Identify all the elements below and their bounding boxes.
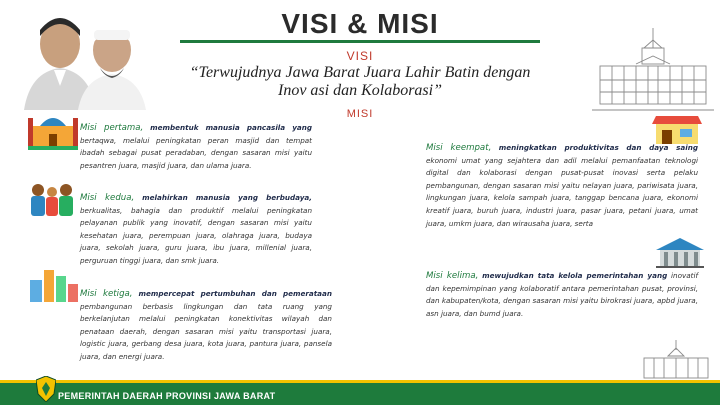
mission-2-body: berkualitas, bahagia dan produktif melalui peningkatan pelayanan publik yang inovatif, dengan sasaran misi yaitu kesehatan juara, perempuan juara, olahraga juara, budaya juara, sekolah juara, guru juara, ibu juara, millenial juara, perguruan tinggi juara, dan smk juara. (80, 205, 312, 265)
mission-3-lead-rest: mempercepat pertumbuhan dan pemerataan (138, 289, 332, 298)
market-icon (652, 114, 702, 144)
mosque-icon (28, 110, 78, 150)
provincial-emblem-icon (36, 376, 56, 402)
mission-5 (426, 270, 698, 320)
vision-line-2: Inov asi dan Kolaborasi” (277, 82, 442, 99)
gedung-sate-icon (592, 26, 714, 116)
government-building-icon (656, 238, 704, 268)
vision-line-1: “Terwujudnya Jawa Barat Juara Lahir Batin dengan (189, 64, 531, 81)
mission-5-lead: Misi kelima, (426, 271, 479, 281)
mission-5-lead-rest: mewujudkan tata kelola pemerintahan yang (482, 271, 668, 280)
mission-1-body: bertaqwa, melalui peningkatan peran masjid dan tempat ibadah sebagai pusat peradaban, dengan sasaran misi yaitu pesantren juara, masjid juara, dan ulama juara. (80, 135, 312, 170)
building-sketch-icon (640, 340, 712, 382)
misi-heading: MISI (346, 108, 374, 120)
mission-2-lead-rest: melahirkan manusia yang berbudaya, (142, 193, 312, 202)
mission-1 (80, 122, 312, 172)
mission-4 (426, 142, 698, 230)
footer-text: PEMERINTAH DAERAH PROVINSI JAWA BARAT (58, 391, 276, 401)
mission-1-lead-rest: membentuk manusia pancasila yang (150, 123, 312, 132)
mission-4-lead: Misi keempat, (426, 143, 492, 153)
people-icon (26, 182, 78, 216)
mission-5-body: inovatif dan kepemimpinan yang kolaboratif antara pemerintahan pusat, provinsi, dan kabupaten/kota, dengan sasaran misi yaitu birokrasi juara, apbd juara, asn juara, dan bumd juara. (426, 271, 698, 318)
mission-3 (80, 288, 332, 364)
mission-2 (80, 192, 312, 268)
page-title: VISI & MISI (281, 8, 439, 39)
mission-3-lead: Misi ketiga, (80, 289, 133, 299)
visi-heading: VISI (346, 49, 374, 63)
mission-1-lead: Misi pertama, (80, 123, 144, 133)
mission-4-lead-rest: meningkatkan produktivitas dan daya saing (498, 143, 698, 152)
title-divider (180, 40, 540, 43)
vision-statement (170, 64, 550, 100)
city-icon (30, 268, 78, 302)
mission-2-lead: Misi kedua, (80, 193, 135, 203)
mission-4-body: ekonomi umat yang sejahtera dan adil melalui pemanfaatan teknologi digital dan kolaborasi dengan pusat-pusat inovasi serta pelaku pembangunan, dengan sasaran misi yaitu nelayan juara, pariwisata juara, lingkungan juara, kelola sampah juara, tanggap bencana juara, ekonomi kreatif juara, buruh juara, industri juara, pasar juara, petani juara, umat juara, umkm juara, dan wirausaha juara, serta (426, 155, 698, 228)
mission-3-body: pembangunan berbasis lingkungan dan tata ruang yang berkelanjutan melalui peningkatan konektivitas wilayah dan penataan daerah, dengan sasaran misi yaitu transportasi juara, logistic juara, gerbang desa juara, kota juara, pantura juara, pansela juara, dan energi juara. (80, 301, 332, 361)
